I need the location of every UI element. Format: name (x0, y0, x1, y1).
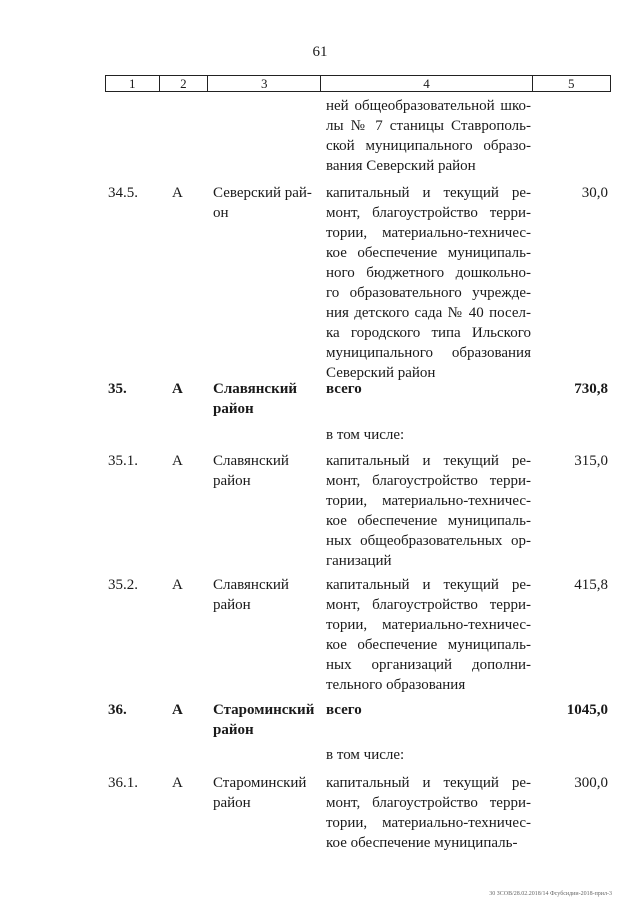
header-col-2: 2 (159, 76, 208, 92)
row-category: А (172, 775, 183, 791)
row-district: Славянский район (213, 577, 289, 613)
description-line: тории, материально-техничес- (326, 493, 531, 509)
header-col-1: 1 (106, 76, 160, 92)
header-col-4: 4 (321, 76, 532, 92)
row-amount: 1045,0 (566, 702, 608, 718)
description-line: монт, благоустройство терри- (326, 473, 531, 489)
row-amount: 30,0 (581, 185, 608, 201)
row-number: 35.1. (108, 453, 138, 469)
row-district: Северский рай- он (213, 185, 312, 221)
row-amount: 730,8 (574, 381, 608, 397)
description-line: Северский район (326, 365, 436, 381)
row-number: 36. (108, 702, 127, 718)
description-line: лы № 7 станицы Ставрополь- (326, 118, 531, 134)
row-category: А (172, 185, 183, 201)
description-line: монт, благоустройство терри- (326, 795, 531, 811)
description-line: кое обеспечение муниципаль- (326, 245, 531, 261)
description-line: монт, благоустройство терри- (326, 597, 531, 613)
row-category: А (172, 453, 183, 469)
description-line: ния детского сада № 40 посел- (326, 305, 531, 321)
row-district: Староминский район (213, 775, 307, 811)
row-category: А (172, 577, 183, 593)
description-line: капитальный и текущий ре- (326, 775, 531, 791)
description-line: муниципального образования (326, 345, 531, 361)
description-line: ных организаций дополни- (326, 657, 531, 673)
description-line: тории, материально-техничес- (326, 225, 531, 241)
description-line: го образовательного учрежде- (326, 285, 531, 301)
header-col-3: 3 (208, 76, 321, 92)
row-description (326, 773, 531, 853)
row-description (326, 379, 531, 399)
description-line: всего (326, 381, 362, 397)
description-line: кое обеспечение муниципаль- (326, 637, 531, 653)
footer-code: 30 ЗСОВ/28.02.2018/14 Фсубсидии-2018-прил-3 (489, 891, 612, 897)
row-district: Староминский район (213, 702, 315, 738)
description-line: ка городского типа Ильского (326, 325, 531, 341)
description-line: капитальный и текущий ре- (326, 185, 531, 201)
row-category: А (172, 381, 183, 397)
continuation-description (326, 96, 531, 176)
description-line: ганизаций (326, 553, 392, 569)
row-number: 35. (108, 381, 127, 397)
description-line: тории, материально-техничес- (326, 815, 531, 831)
description-line: кое обеспечение муниципаль- (326, 513, 531, 529)
description-line: капитальный и текущий ре- (326, 453, 531, 469)
description-line: монт, благоустройство терри- (326, 205, 531, 221)
row-description (326, 451, 531, 571)
description-line: ного бюджетного дошкольно- (326, 265, 531, 281)
column-header-row (105, 75, 611, 92)
row-amount: 315,0 (574, 453, 608, 469)
including-label: в том числе: (326, 747, 405, 763)
description-line: ных общеобразовательных ор- (326, 533, 531, 549)
description-line: капитальный и текущий ре- (326, 577, 531, 593)
row-number: 35.2. (108, 577, 138, 593)
description-line: тории, материально-техничес- (326, 617, 531, 633)
row-category: А (172, 702, 183, 718)
row-amount: 300,0 (574, 775, 608, 791)
including-label: в том числе: (326, 427, 405, 443)
header-col-5: 5 (532, 76, 610, 92)
description-line: ской муниципального образо- (326, 138, 531, 154)
row-description (326, 700, 531, 720)
row-number: 34.5. (108, 185, 138, 201)
description-line: тельного образования (326, 677, 466, 693)
row-district: Славянский район (213, 453, 289, 489)
row-description (326, 183, 531, 383)
page-number: 61 (312, 44, 328, 60)
row-amount: 415,8 (574, 577, 608, 593)
row-number: 36.1. (108, 775, 138, 791)
description-line: вания Северский район (326, 158, 476, 174)
description-line: кое обеспечение муниципаль- (326, 835, 518, 851)
description-line: ней общеобразовательной шко- (326, 98, 531, 114)
row-district: Славянский район (213, 381, 297, 417)
description-line: всего (326, 702, 362, 718)
row-description (326, 575, 531, 695)
